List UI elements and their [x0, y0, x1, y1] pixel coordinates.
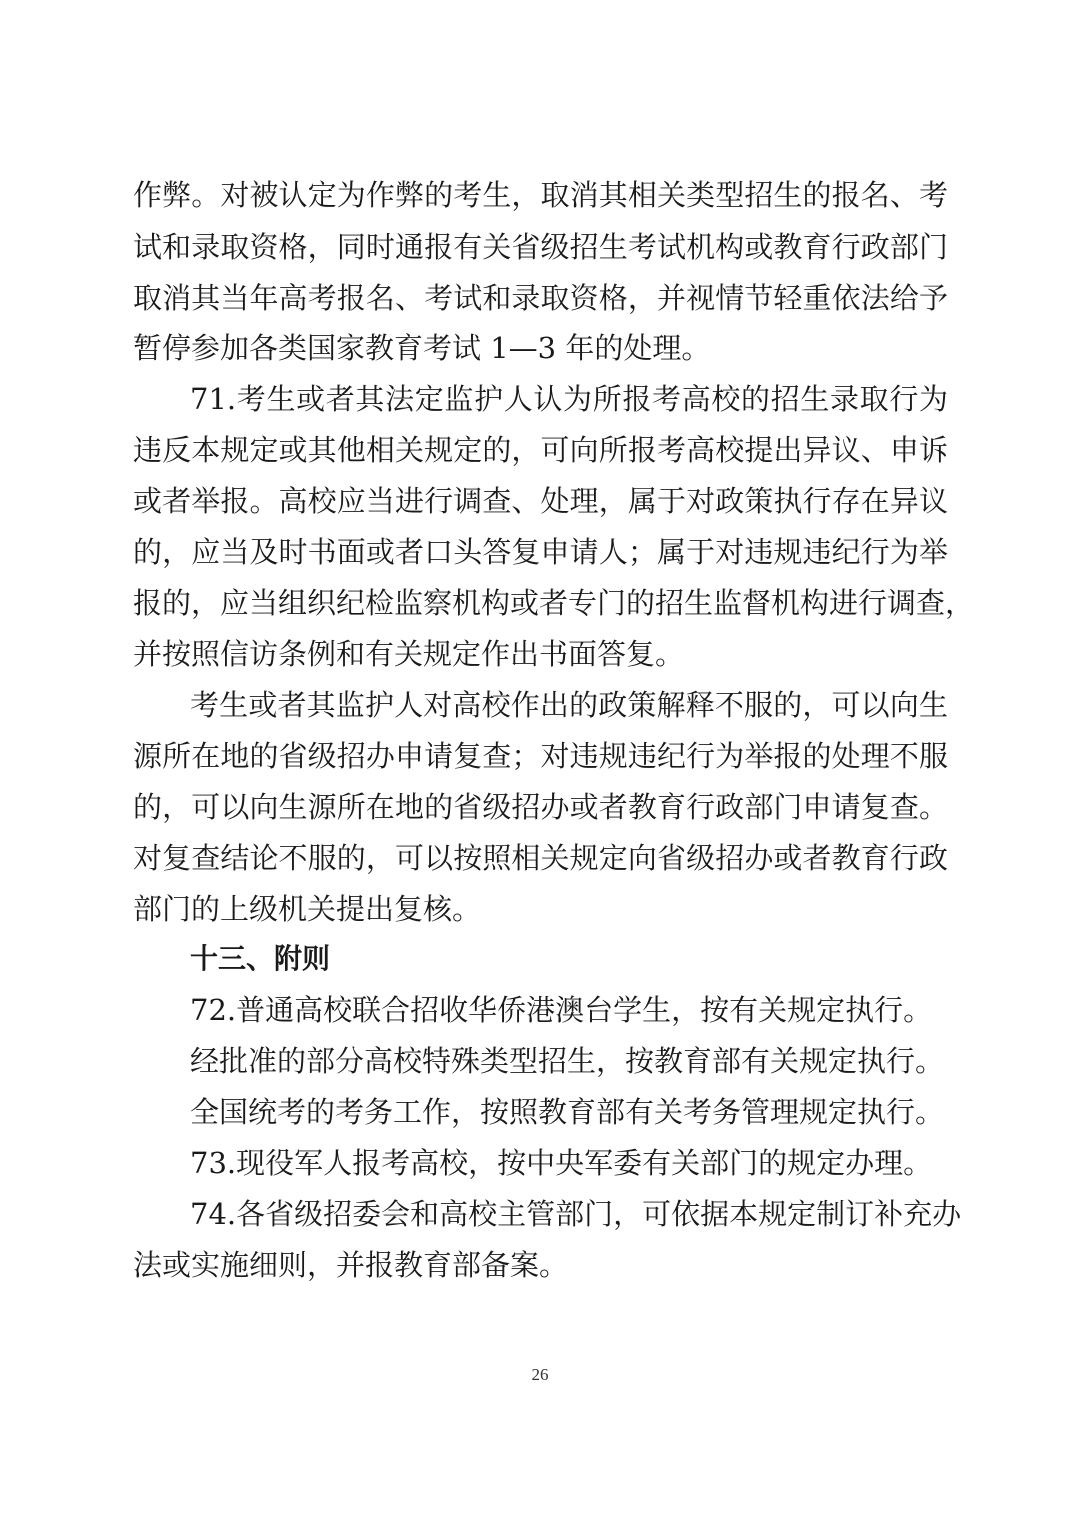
paragraph-line: 的，可以向生源所在地的省级招办或者教育行政部门申请复查。 [133, 790, 948, 824]
section-heading: 十三、附则 [190, 942, 331, 975]
paragraph-line: 取消其当年高考报名、考试和录取资格，并视情节轻重依法给予 [133, 281, 948, 315]
paragraph-line: 考生或者其监护人对高校作出的政策解释不服的，可以向生 [190, 688, 948, 722]
paragraph-line: 作弊。对被认定为作弊的考生，取消其相关类型招生的报名、考 [133, 178, 948, 212]
paragraph-line: 的，应当及时书面或者口头答复申请人；属于对违规违纪行为举 [133, 535, 948, 569]
paragraph-line: 部门的上级机关提出复核。 [133, 892, 482, 926]
paragraph-line: 72.普通高校联合招收华侨港澳台学生，按有关规定执行。 [190, 993, 933, 1027]
paragraph-line: 经批准的部分高校特殊类型招生，按教育部有关规定执行。 [190, 1044, 945, 1078]
paragraph-line: 试和录取资格，同时通报有关省级招生考试机构或教育行政部门 [133, 230, 948, 264]
paragraph-line: 74.各省级招委会和高校主管部门，可依据本规定制订补充办 [190, 1197, 962, 1231]
paragraph-line: 暂停参加各类国家教育考试 1—3 年的处理。 [133, 331, 711, 365]
paragraph-line: 或者举报。高校应当进行调查、处理，属于对政策执行存在异议 [133, 484, 948, 518]
page-number: 26 [531, 1365, 549, 1384]
paragraph-line: 违反本规定或其他相关规定的，可向所报考高校提出异议、申诉 [133, 433, 948, 467]
paragraph-line: 法或实施细则，并报教育部备案。 [133, 1248, 569, 1282]
paragraph-line: 71.考生或者其法定监护人认为所报考高校的招生录取行为 [190, 382, 948, 416]
paragraph-line: 源所在地的省级招办申请复查；对违规违纪行为举报的处理不服 [133, 739, 948, 773]
paragraph-line: 全国统考的考务工作，按照教育部有关考务管理规定执行。 [190, 1095, 945, 1129]
paragraph-line: 并按照信访条例和有关规定作出书面答复。 [133, 637, 685, 671]
paragraph-line: 报的，应当组织纪检监察机构或者专门的招生监督机构进行调查， [133, 586, 975, 620]
paragraph-line: 对复查结论不服的，可以按照相关规定向省级招办或者教育行政 [133, 841, 948, 875]
paragraph-line: 73.现役军人报考高校，按中央军委有关部门的规定办理。 [190, 1146, 933, 1180]
